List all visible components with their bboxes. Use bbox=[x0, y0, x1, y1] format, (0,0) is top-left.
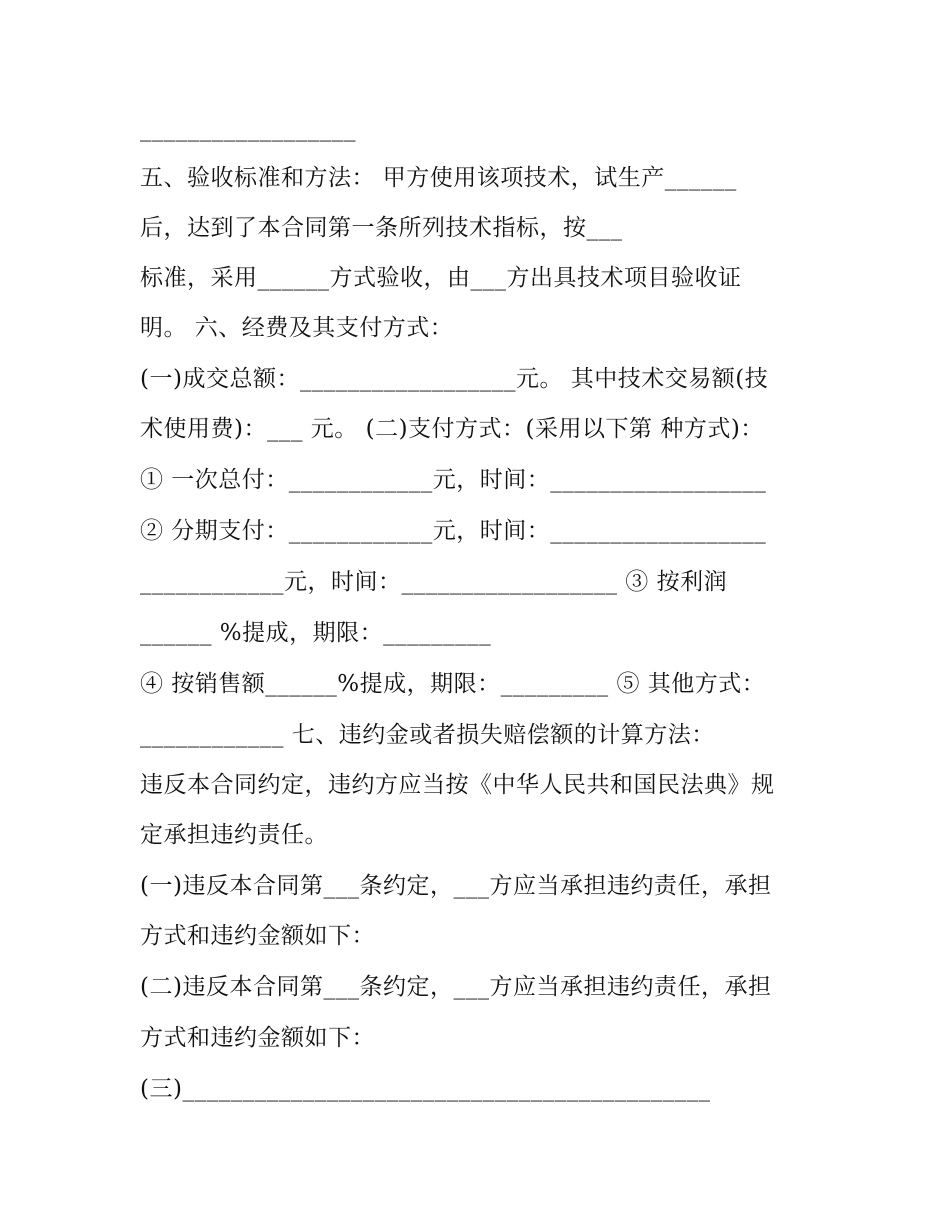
text-line: (二)违反本合同第___条约定，___方应当承担违约责任，承担 bbox=[140, 974, 772, 1000]
text-line: 五、验收标准和方法： 甲方使用该项技术，试生产______ bbox=[140, 165, 737, 191]
text-line: (一)成交总额：__________________元。 其中技术交易额(技 bbox=[140, 366, 769, 392]
text-line: 术使用费)：___ 元。 (二)支付方式：(采用以下第 种方式)： bbox=[140, 416, 764, 442]
text-line: ____________ 七、违约金或者损失赔偿额的计算方法： bbox=[140, 722, 715, 748]
text-line: 方式和违约金额如下： bbox=[140, 923, 375, 949]
text-line: 明。 六、经费及其支付方式： bbox=[140, 315, 454, 341]
text-line: 定承担违约责任。 bbox=[140, 822, 328, 848]
text-line: 标准，采用______方式验收，由___方出具技术项目验收证 bbox=[140, 265, 742, 291]
text-line: 方式和违约金额如下： bbox=[140, 1025, 375, 1051]
text-line: 后，达到了本合同第一条所列技术指标，按___ bbox=[140, 215, 623, 241]
text-line: (一)违反本合同第___条约定，___方应当承担违约责任，承担 bbox=[140, 873, 772, 899]
text-line: ① 一次总付：____________元，时间：__________________ bbox=[140, 467, 767, 493]
text-line: ④ 按销售额______%提成，期限：_________ ⑤ 其他方式： bbox=[140, 671, 766, 697]
text-line: 违反本合同约定，违约方应当按《中华人民共和国民法典》规 bbox=[140, 772, 775, 798]
text-line: ② 分期支付：____________元，时间：__________________ bbox=[140, 518, 767, 544]
text-line: (三)____________________________________________ bbox=[140, 1076, 711, 1102]
text-line: ______ %提成，期限：_________ bbox=[140, 620, 492, 646]
text-line: ____________元，时间：__________________ ③ 按利润 bbox=[140, 569, 728, 595]
text-line: __________________ bbox=[140, 116, 356, 142]
